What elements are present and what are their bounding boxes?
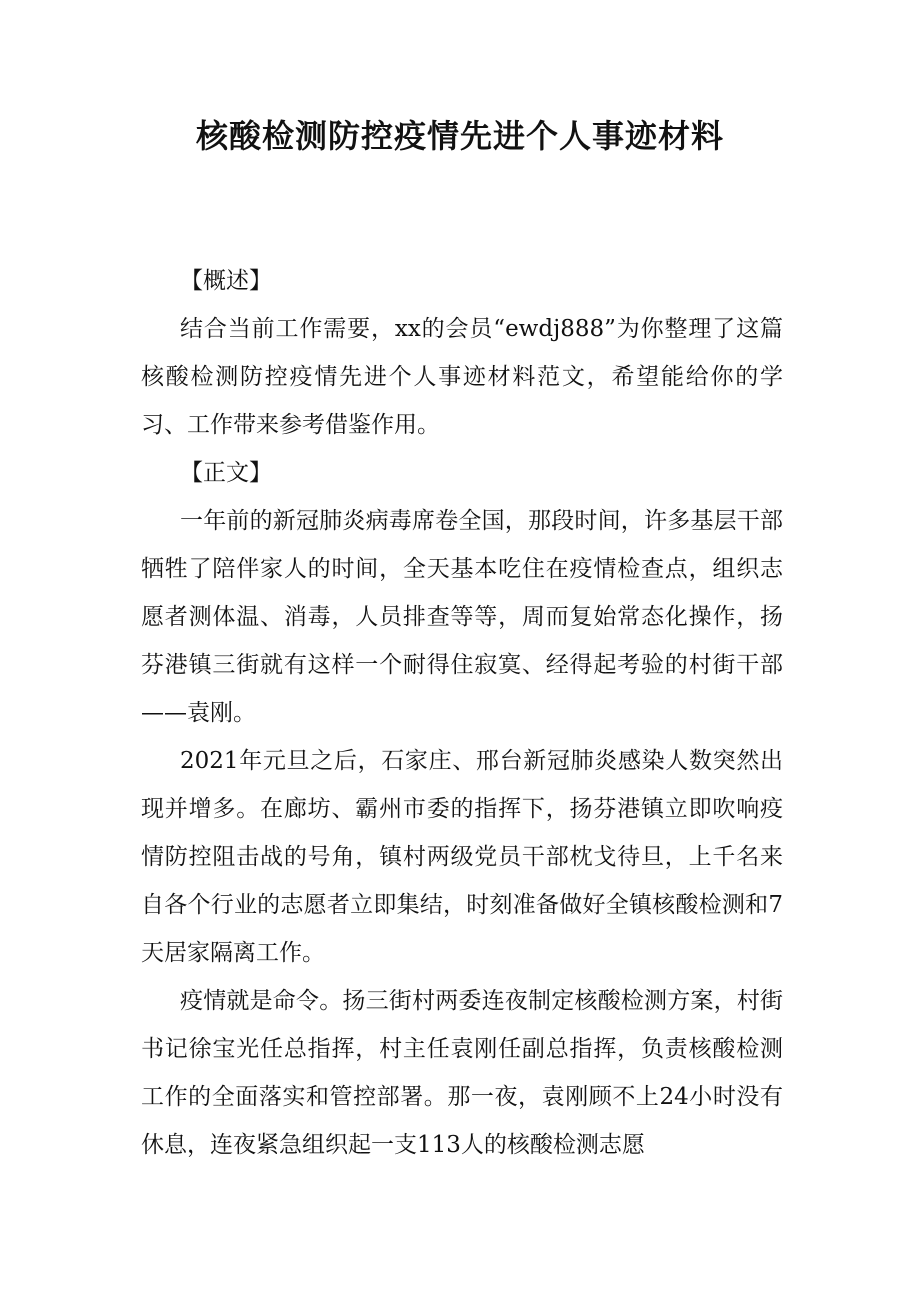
main-label: 【正文】 xyxy=(180,460,272,486)
overview-paragraph: 结合当前工作需要，xx的会员“ewdj888”为你整理了这篇核酸检测防控疫情先进个人事迹材料范文，希望能给你的学习、工作带来参考借鉴作用。 xyxy=(141,316,783,438)
body-paragraph-1: 一年前的新冠肺炎病毒席卷全国，那段时间，许多基层干部牺牲了陪伴家人的时间，全天基本吃住在疫情检查点，组织志愿者测体温、消毒，人员排查等等，周而复始常态化操作，扬芬港镇三街就有这样一个耐得住寂寞、经得起考验的村街干部——袁刚。 xyxy=(141,508,783,726)
overview-label: 【概述】 xyxy=(180,268,272,294)
body-paragraph-2: 2021年元旦之后，石家庄、邢台新冠肺炎感染人数突然出现并增多。在廊坊、霸州市委的指挥下，扬芬港镇立即吹响疫情防控阻击战的号角，镇村两级党员干部枕戈待旦，上千名来自各个行业的志愿者立即集结，时刻准备做好全镇核酸检测和7天居家隔离工作。 xyxy=(141,748,783,966)
document-body xyxy=(141,257,783,1169)
document-title: 核酸检测防控疫情先进个人事迹材料 xyxy=(195,117,724,155)
body-paragraph-3: 疫情就是命令。扬三街村两委连夜制定核酸检测方案，村街书记徐宝光任总指挥，村主任袁刚任副总指挥，负责核酸检测工作的全面落实和管控部署。那一夜，袁刚顾不上24小时没有休息，连夜紧急组织起一支113人的核酸检测志愿 xyxy=(141,988,783,1158)
